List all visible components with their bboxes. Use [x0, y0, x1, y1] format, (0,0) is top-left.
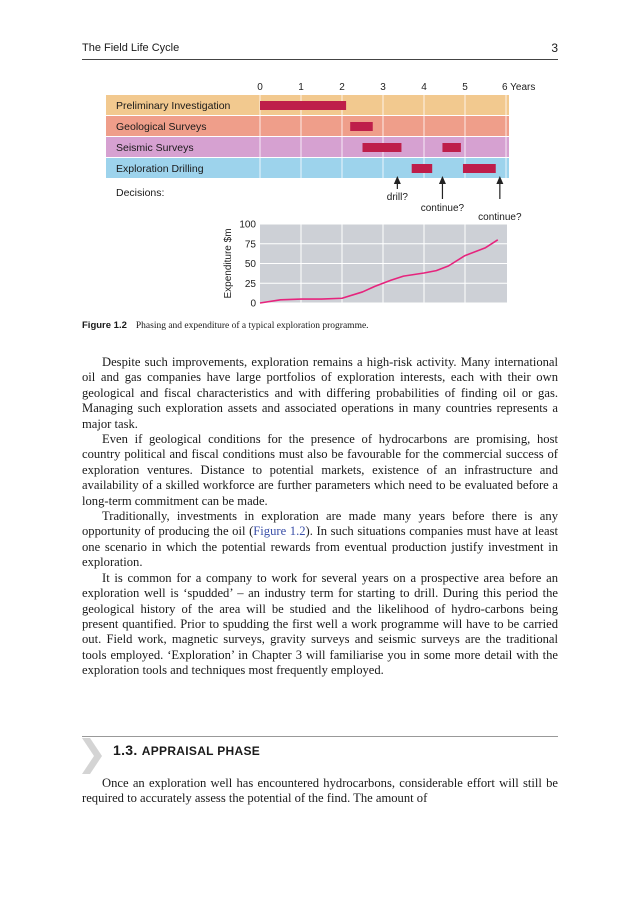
phase-bar: [412, 164, 433, 173]
y-tick-label: 75: [244, 239, 256, 251]
phase-bar: [363, 143, 402, 152]
figure-reference-link[interactable]: Figure 1.2: [253, 524, 306, 539]
phase-bar: [260, 101, 346, 110]
year-tick-label: 2: [339, 82, 345, 93]
decision-label: continue?: [478, 212, 522, 223]
year-tick-label: 3: [380, 82, 386, 93]
paragraph: Traditionally, investments in exploration are made many years before there is any opportunity of producing the oil (Figure 1.2). In such situations companies must have at least one scenario in which the potential rewards from eventual production justify investment in exploration.: [82, 509, 558, 570]
y-tick-label: 25: [244, 278, 256, 290]
section-number: 1.3.: [113, 742, 138, 758]
phase-row-label: Seismic Surveys: [116, 142, 194, 154]
year-tick-label: 5: [462, 82, 468, 93]
decision-label: drill?: [386, 192, 408, 203]
page-number: 3: [551, 41, 558, 55]
figure-caption: [82, 320, 558, 331]
running-title: The Field Life Cycle: [82, 42, 180, 54]
section-divider: [82, 736, 558, 737]
phase-row-label: Preliminary Investigation: [116, 100, 231, 112]
phase-row-label: Exploration Drilling: [116, 163, 204, 175]
year-tick-label: 6 Years: [502, 82, 536, 93]
year-tick-label: 0: [257, 82, 263, 93]
paragraph: Despite such improvements, exploration remains a high-risk activity. Many international oil and gas companies have large portfolios of exploration interests, each with their own geological and fiscal characteristics and with differing probabilities of finding oil or gas. Managing such exploration assets and associated operations in many countries represents a major task.: [82, 355, 558, 431]
section-chevron-icon: [82, 738, 102, 774]
phase-bar: [350, 122, 373, 131]
body-text: [82, 355, 558, 679]
paragraph: Once an exploration well has encountered hydrocarbons, considerable effort will still be required to accurately assess the potential of the find. The amount of: [82, 776, 558, 806]
figure-label: Figure 1.2: [82, 320, 127, 331]
year-tick-label: 1: [298, 82, 304, 93]
phase-bar: [463, 164, 496, 173]
year-tick-label: 4: [421, 82, 427, 93]
y-axis-label: Expenditure $m: [223, 228, 234, 299]
section-heading: [113, 742, 260, 758]
figure-caption-text: Phasing and expenditure of a typical exploration programme.: [135, 321, 369, 331]
phase-bar: [442, 143, 460, 152]
decisions-label: Decisions:: [116, 187, 165, 199]
phase-row-label: Geological Surveys: [116, 121, 207, 133]
figure-1-2: [0, 0, 618, 320]
y-tick-label: 100: [239, 219, 256, 231]
section-text: [82, 776, 558, 807]
y-tick-label: 50: [244, 259, 256, 270]
paragraph: Even if geological conditions for the presence of hydrocarbons are promising, host country political and fiscal conditions must also be favourable for the commercial success of exploration ventures. Distance to potential markets, existence of an infrastructure and availability of a skilled workforce are further parameters which need to be evaluated before a long-term commitment can be made.: [82, 432, 558, 508]
decision-label: continue?: [420, 203, 465, 214]
paragraph: It is common for a company to work for several years on a prospective area before an exploration well is ‘spudded’ – an industry term for starting to drill. During this period the geological history of the area will be studied and the likelihood of hydro-carbons being present quantified. Prior to spudding the first well a work programme will have to be carried out. Field work, magnetic surveys, gravity surveys and seismic surveys are the traditional tools employed. ‘Exploration’ in Chapter 3 will familiarise you in some more detail with the exploration tools and techniques most frequently employed.: [82, 570, 558, 678]
section-title: APPRAISAL PHASE: [141, 744, 261, 758]
y-tick-label: 0: [250, 298, 256, 310]
